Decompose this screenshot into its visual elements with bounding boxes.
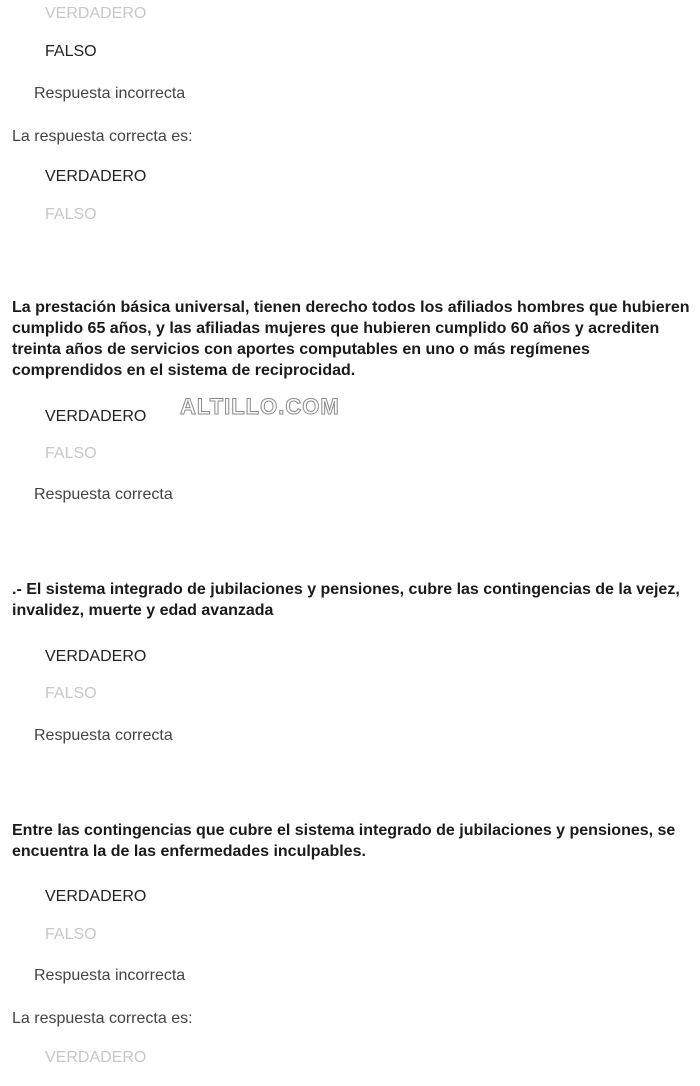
watermark-logo: ALTILLO.COM bbox=[180, 394, 340, 419]
correct-answer-label: La respuesta correcta es: bbox=[12, 128, 193, 145]
feedback-status: Respuesta correcta bbox=[34, 727, 173, 744]
correct-option-verdadero: VERDADERO bbox=[45, 1049, 147, 1066]
answer-option-falso: FALSO bbox=[45, 43, 97, 60]
correct-option-verdadero: VERDADERO bbox=[45, 168, 147, 185]
answer-option-verdadero: VERDADERO bbox=[45, 5, 147, 22]
question-text: La prestación básica universal, tienen derecho todos los afiliados hombres que hubieren cumplido 65 años, y las afiliadas mujeres que hubieren cumplido 60 años y acrediten treinta años de servicios con aportes computables en uno o más regímenes comprendidos en el sistema de reciprocidad. bbox=[12, 299, 690, 379]
correct-option-falso: FALSO bbox=[45, 206, 97, 223]
answer-option-verdadero: VERDADERO bbox=[45, 408, 147, 425]
answer-option-falso: FALSO bbox=[45, 445, 97, 462]
question-text: .- El sistema integrado de jubilaciones y pensiones, cubre las contingencias de la vejez, invalidez, muerte y edad avanzada bbox=[12, 581, 680, 619]
feedback-status: Respuesta incorrecta bbox=[34, 967, 186, 984]
question-text: Entre las contingencias que cubre el sistema integrado de jubilaciones y pensiones, se encuentra la de las enfermedades inculpables. bbox=[12, 822, 676, 860]
answer-option-falso: FALSO bbox=[45, 685, 97, 702]
feedback-status: Respuesta correcta bbox=[34, 486, 173, 503]
correct-answer-label: La respuesta correcta es: bbox=[12, 1010, 193, 1027]
answer-option-verdadero: VERDADERO bbox=[45, 888, 147, 905]
answer-option-falso: FALSO bbox=[45, 926, 97, 943]
feedback-status: Respuesta incorrecta bbox=[34, 85, 186, 102]
answer-option-verdadero: VERDADERO bbox=[45, 648, 147, 665]
